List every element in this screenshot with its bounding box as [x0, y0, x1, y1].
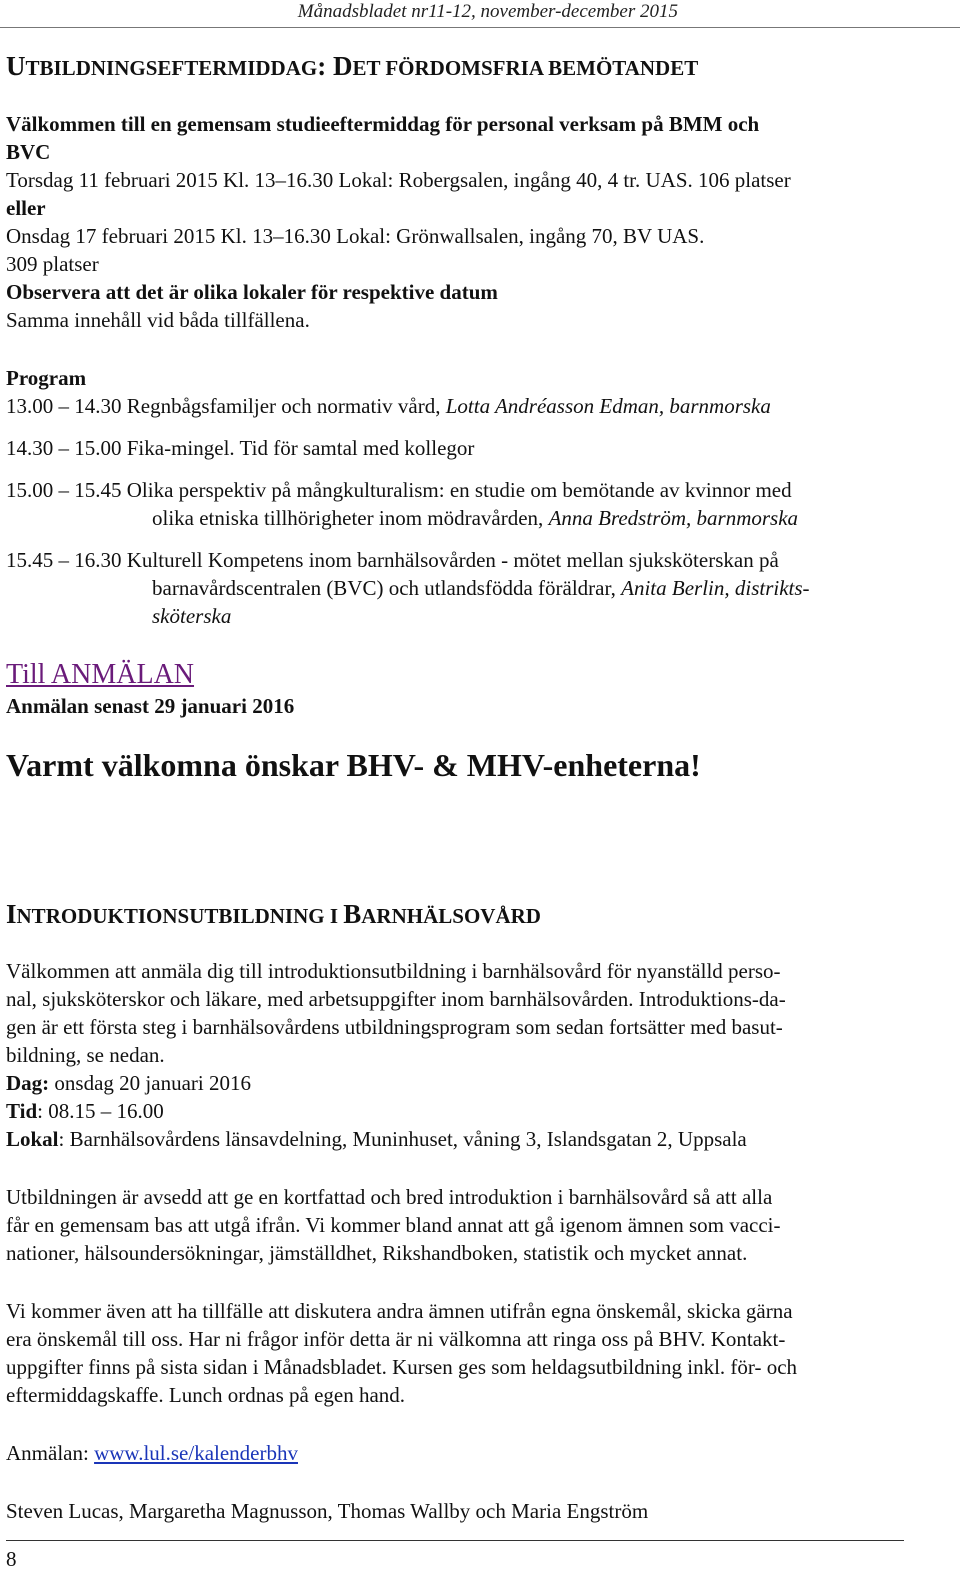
place-row: Lokal: Barnhälsovårdens länsavdelning, Muninhuset, våning 3, Islandsgatan 2, Uppsala	[6, 1127, 747, 1151]
para3-line: era önskemål till oss. Har ni frågor inför detta är ni välkomna att ringa oss på BHV. Kontakt-	[6, 1327, 786, 1351]
signup-row: Anmälan: www.lul.se/kalenderbhv	[6, 1441, 298, 1465]
para3-line: uppgifter finns på sista sidan i Månadsbladet. Kursen ges som heldagsutbildning inkl. för- och	[6, 1355, 798, 1379]
welcome-message: Varmt välkomna önskar BHV- & MHV-enheterna!	[6, 747, 701, 783]
program-item: 15.45 – 16.30 Kulturell Kompetens inom barnhälsovården - mötet mellan sjuksköterskan på	[6, 548, 779, 572]
page-number: 8	[6, 1547, 17, 1571]
intro-line-1: Välkommen till en gemensam studieeftermiddag för personal verksam på BMM och	[6, 112, 760, 136]
seats-2: 309 platser	[6, 252, 99, 276]
para1-line: bildning, se nedan.	[6, 1043, 165, 1067]
header-rule	[0, 27, 960, 28]
same-content-note: Samma innehåll vid båda tillfällena.	[6, 308, 310, 332]
program-heading: Program	[6, 366, 87, 390]
signup-url-link[interactable]: www.lul.se/kalenderbhv	[94, 1441, 298, 1465]
para2-line: Utbildningen är avsedd att ge en kortfattad och bred introduktion i barnhälsovård så att alla	[6, 1185, 773, 1209]
footer-rule	[6, 1540, 904, 1541]
para3-line: eftermiddagskaffe. Lunch ordnas på egen hand.	[6, 1383, 406, 1407]
program-item: 14.30 – 15.00 Fika-mingel. Tid för samtal med kollegor	[6, 436, 475, 460]
section1-title: UTBILDNINGSEFTERMIDDAG: DET FÖRDOMSFRIA BEMÖTANDET	[6, 51, 699, 81]
program-item: 13.00 – 14.30 Regnbågsfamiljer och normativ vård, Lotta Andréasson Edman, barnmorska	[6, 394, 771, 418]
venue-note: Observera att det är olika lokaler för respektive datum	[6, 280, 498, 304]
program-item-continued: sköterska	[152, 604, 232, 628]
para2-line: nationer, hälsoundersökningar, jämställdhet, Rikshandboken, statistik och mycket annat.	[6, 1241, 748, 1265]
para3-line: Vi kommer även att ha tillfälle att diskutera andra ämnen utifrån egna önskemål, skicka gärna	[6, 1299, 793, 1323]
running-header: Månadsbladet nr11-12, november-december 2015	[297, 1, 678, 22]
signup-link[interactable]: Till ANMÄLAN	[6, 659, 195, 690]
or-text: eller	[6, 196, 46, 220]
date-option-2: Onsdag 17 februari 2015 Kl. 13–16.30 Lokal: Grönwallsalen, ingång 70, BV UAS.	[6, 224, 705, 248]
intro-line-2: BVC	[6, 140, 51, 164]
day-row: Dag: onsdag 20 januari 2016	[6, 1071, 251, 1095]
date-option-1: Torsdag 11 februari 2015 Kl. 13–16.30 Lokal: Robergsalen, ingång 40, 4 tr. UAS. 106 platser	[6, 168, 791, 192]
program-item: 15.00 – 15.45 Olika perspektiv på mångkulturalism: en studie om bemötande av kvinnor med	[6, 478, 792, 502]
time-row: Tid: 08.15 – 16.00	[6, 1099, 164, 1123]
program-item-continued: barnavårdscentralen (BVC) och utlandsfödda föräldrar, Anita Berlin, distrikts-	[152, 576, 810, 600]
section2-title: INTRODUKTIONSUTBILDNING I BARNHÄLSOVÅRD	[6, 899, 541, 929]
para1-line: Välkommen att anmäla dig till introduktionsutbildning i barnhälsovård för nyanställd perso-	[6, 959, 781, 983]
signup-deadline: Anmälan senast 29 januari 2016	[6, 694, 295, 718]
para2-line: får en gemensam bas att utgå ifrån. Vi kommer bland annat att gå igenom ämnen som vacci-	[6, 1213, 781, 1237]
authors: Steven Lucas, Margaretha Magnusson, Thomas Wallby och Maria Engström	[6, 1499, 649, 1523]
para1-line: nal, sjuksköterskor och läkare, med arbetsuppgifter inom barnhälsovården. Introduktions-da-	[6, 987, 786, 1011]
program-item-continued: olika etniska tillhörigheter inom mödravården, Anna Bredström, barnmorska	[152, 506, 799, 530]
para1-line: gen är ett första steg i barnhälsovårdens utbildningsprogram som sedan fortsätter med basut-	[6, 1015, 783, 1039]
